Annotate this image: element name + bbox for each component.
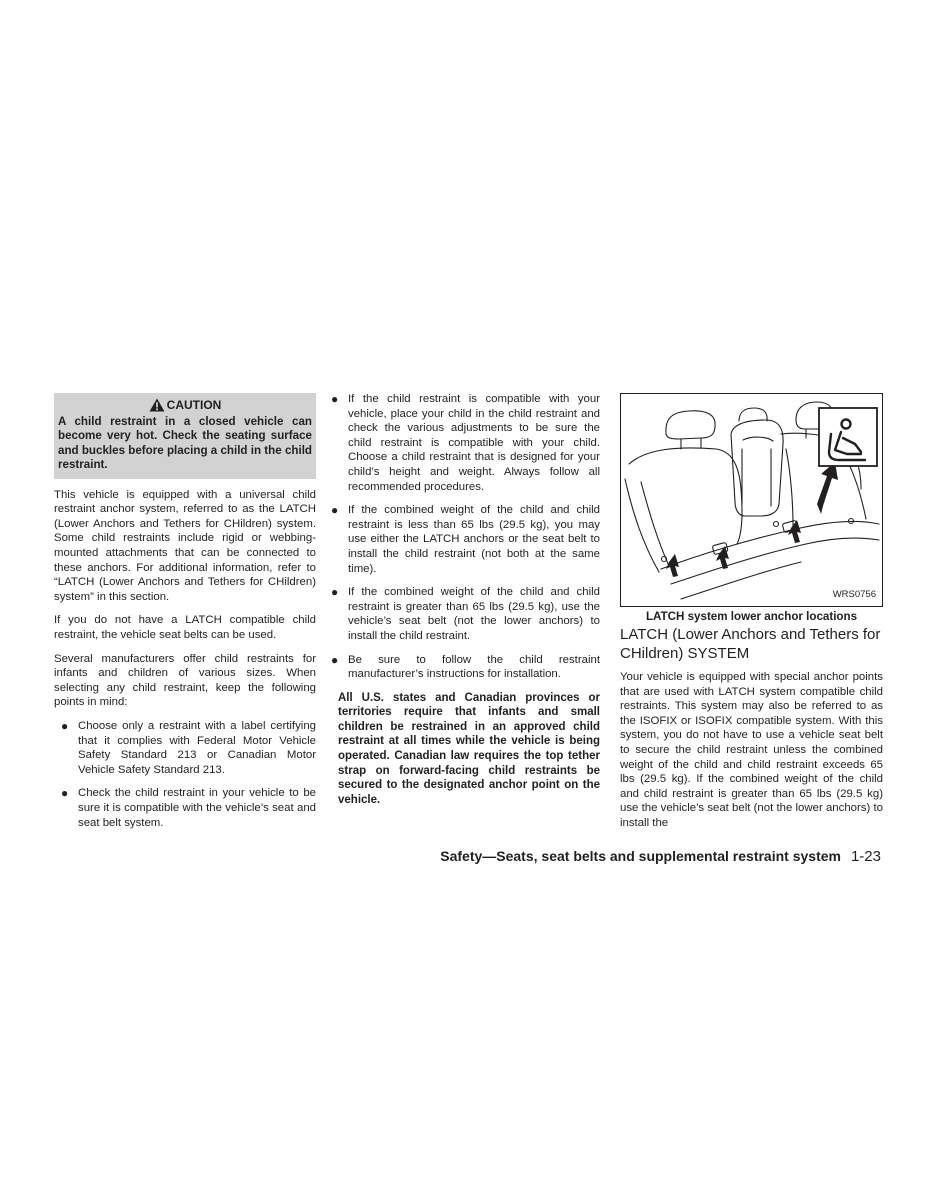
page-footer bbox=[440, 848, 881, 865]
rear-seat-illustration bbox=[621, 394, 882, 606]
page-number: 1-23 bbox=[850, 848, 881, 865]
paragraph: Several manufacturers offer child restraints for infants and children of various sizes. When selecting any child restraint, keep the following points in mind: bbox=[54, 652, 316, 709]
footer-section-title: Safety—Seats, seat belts and supplemental restraint system bbox=[440, 848, 841, 864]
list-item bbox=[61, 718, 316, 777]
list-item-text: If the combined weight of the child and child restraint is greater than 65 lbs (29.5 kg), use the vehicle’s seat belt (not the lower anchors) to install the child restraint. bbox=[348, 586, 600, 642]
caution-header bbox=[58, 397, 312, 413]
caution-title: CAUTION bbox=[166, 398, 222, 412]
figure-caption: LATCH system lower anchor locations bbox=[645, 610, 858, 623]
legal-notice: All U.S. states and Canadian provinces or territories require that infants and small children be restrained in an approved child restraint at all times while the vehicle is being operated. Canadian law requires the top tether strap on forward-facing child restraints be secured to the designated anchor point on the vehicle. bbox=[338, 691, 600, 806]
paragraph: If you do not have a LATCH compatible child restraint, the vehicle seat belts can be used. bbox=[54, 614, 316, 641]
list-item bbox=[331, 503, 600, 576]
list-item-text: Check the child restraint in your vehicle to be sure it is compatible with the vehicle’s seat and seat belt system. bbox=[78, 787, 316, 829]
paragraph: This vehicle is equipped with a universal child restraint anchor system, referred to as the LATCH (Lower Anchors and Tethers for CHildren) system. Some child restraints include rigid or webbing-mounted attachments that can be connected to these anchors. For additional information, refer to “LATCH (Lower Anchors and Tethers for CHildren) system” in this section. bbox=[54, 488, 316, 603]
column-right bbox=[620, 393, 883, 840]
section-title: LATCH (Lower Anchors and Tethers for CHildren) SYSTEM bbox=[620, 626, 881, 662]
list-item bbox=[331, 652, 600, 682]
bullet-icon: ● bbox=[331, 652, 339, 667]
latch-figure bbox=[620, 393, 883, 607]
list-item bbox=[331, 392, 600, 494]
bullet-icon: ● bbox=[331, 585, 339, 600]
list-item-text: If the child restraint is compatible with your vehicle, place your child in the child restraint and check the various adjustments to be sure the child restraint is compatible with your child. Choose a child restraint that is designed for your child’s height and weight. Always follow all recommended procedures. bbox=[348, 393, 600, 493]
caution-box bbox=[54, 393, 316, 479]
column-middle bbox=[331, 392, 600, 816]
bullet-list bbox=[54, 719, 316, 830]
list-item bbox=[61, 786, 316, 830]
bullet-icon: ● bbox=[61, 718, 69, 733]
bullet-list bbox=[331, 392, 600, 682]
caution-text: A child restraint in a closed vehicle can become very hot. Check the seating surface and buckles before placing a child in the child restraint. bbox=[58, 415, 312, 472]
list-item bbox=[331, 585, 600, 643]
list-item-text: If the combined weight of the child and child restraint is less than 65 lbs (29.5 kg), you may use either the LATCH anchors or the seat belt to install the child restraint (not both at the same time). bbox=[348, 504, 600, 575]
paragraph: Your vehicle is equipped with special anchor points that are used with LATCH system compatible child restraints. This system may also be referred to as the ISOFIX or ISOFIX compatible system. With this system, you do not have to use a vehicle seat belt to secure the child restraint unless the combined weight of the child and child restraint exceeds 65 lbs (29.5 kg). If the combined weight of the child and child restraint is greater than 65 lbs (29.5 kg) use the vehicle’s seat belt (not the lower anchors) to install the bbox=[620, 671, 883, 829]
bullet-icon: ● bbox=[331, 392, 339, 406]
list-item-text: Be sure to follow the child restraint manufacturer’s instructions for installation. bbox=[348, 653, 600, 681]
bullet-icon: ● bbox=[331, 503, 339, 518]
bullet-icon: ● bbox=[61, 786, 69, 801]
list-item-text: Choose only a restraint with a label certifying that it complies with Federal Motor Vehicle Safety Standard 213 or Canadian Motor Vehicle Safety Standard 213. bbox=[78, 719, 316, 776]
figure-code: WRS0756 bbox=[832, 589, 876, 601]
column-left bbox=[54, 393, 316, 839]
warning-triangle-icon bbox=[149, 398, 165, 412]
